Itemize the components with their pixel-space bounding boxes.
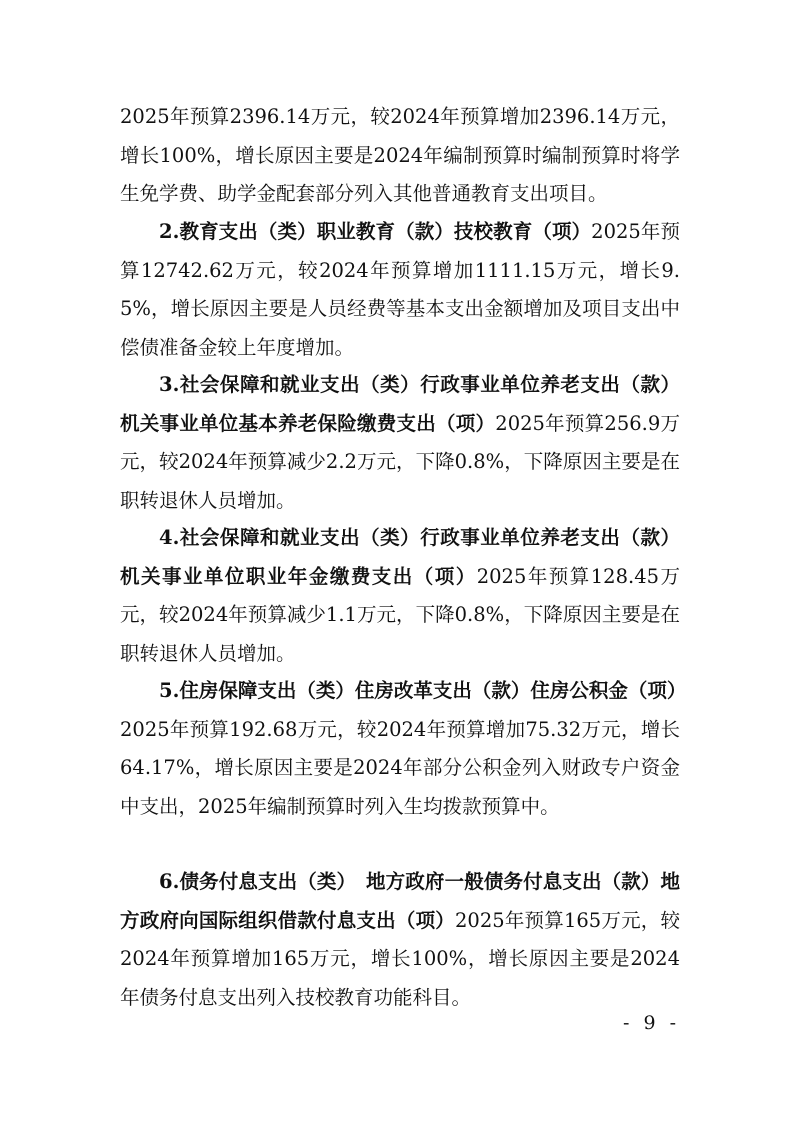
paragraph-item-6 [120, 863, 680, 1017]
paragraph-heading: 4.社会保障和就业支出（类）行政事业单位养老支出（款）机关事业单位职业年金缴费支出（项） [120, 526, 680, 588]
paragraph-body: 2025年预算2396.14万元，较2024年预算增加2396.14万元，增长100%，增长原因主要是2024年编制预算时编制预算时将学生免学费、助学金配套部分列入其他普通教育支出项目。 [120, 105, 680, 205]
paragraph-continuation [120, 98, 680, 214]
paragraph-body: 2025年预算256.9万元，较2024年预算减少2.2万元，下降0.8%，下降原因主要是在职转退休人员增加。 [120, 411, 680, 512]
paragraph-body: 2025年预算12742.62万元，较2024年预算增加1111.15万元，增长9.5%，增长原因主要是人员经费等基本支出金额增加及项目支出中偿债准备金较上年度增加。 [120, 220, 680, 359]
paragraph-heading: 6.债务付息支出（类） 地方政府一般债务付息支出（款）地方政府向国际组织借款付息支出（项） [120, 870, 680, 932]
paragraph-item-4 [120, 519, 680, 673]
paragraph-body: 2025年预算128.45万元，较2024年预算减少1.1万元，下降0.8%，下降原因主要是在职转退休人员增加。 [120, 564, 680, 665]
paragraph-body: 2025年预算165万元，较2024年预算增加165万元，增长100%，增长原因主要是2024年债务付息支出列入技校教育功能科目。 [120, 908, 680, 1009]
paragraph-item-2 [120, 213, 680, 367]
paragraph-heading: 2.教育支出（类）职业教育（款）技校教育（项） [159, 220, 592, 243]
paragraph-heading: 5.住房保障支出（类）住房改革支出（款）住房公积金（项） [159, 679, 687, 702]
paragraph-item-5 [120, 672, 687, 826]
paragraph-body: 2025年预算192.68万元，较2024年预算增加75.32万元，增长64.17%，增长原因主要是2024年部分公积金列入财政专户资金中支出，2025年编制预算时列入生均拨款预算中。 [120, 717, 680, 818]
paragraph-item-3 [120, 366, 680, 520]
page-number: - 9 - [622, 1012, 680, 1034]
paragraph-heading: 3.社会保障和就业支出（类）行政事业单位养老支出（款）机关事业单位基本养老保险缴费支出（项） [120, 373, 680, 435]
